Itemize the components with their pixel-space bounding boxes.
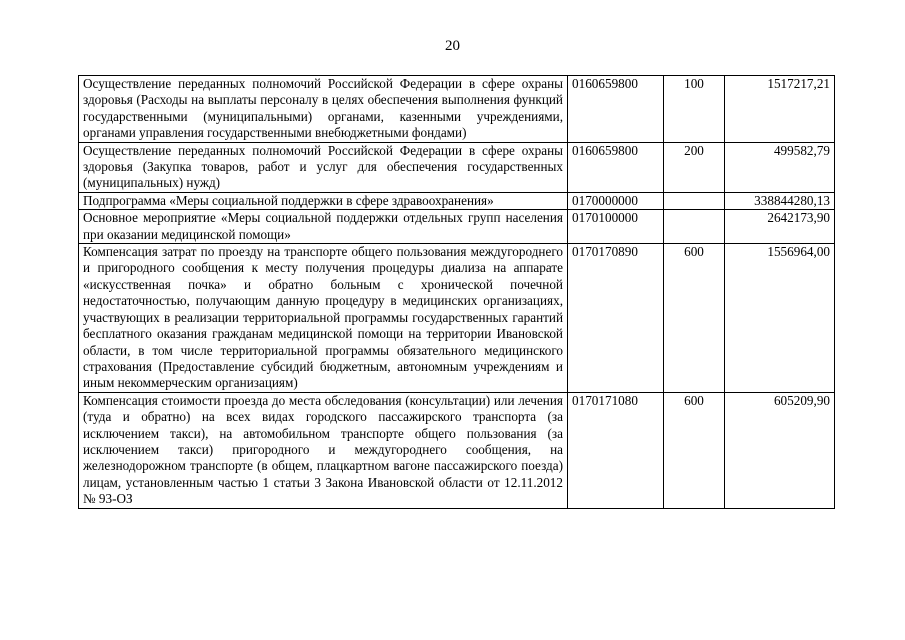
row-expense-type: 600 — [664, 244, 725, 393]
row-amount: 499582,79 — [725, 142, 835, 192]
row-target-code: 0170170890 — [568, 244, 664, 393]
row-amount: 338844280,13 — [725, 192, 835, 209]
row-expense-type — [664, 192, 725, 209]
row-name: Компенсация затрат по проезду на транспорте общего пользования междугороднего и пригородного сообщения к месту получения процедуры диализа на аппарате «искусственная почка» и обратно больным с хронической почечной недостаточностью, получающим данную процедуру в медицинских организациях, участвующих в реализации территориальной программы государственных гарантий бесплатного оказания гражданам медицинской помощи на территории Ивановской области, в том числе территориальной программы обязательного медицинского страхования (Предоставление субсидий бюджетным, автономным учреждениям и иным некоммерческим организациям) — [79, 244, 568, 393]
row-target-code: 0160659800 — [568, 76, 664, 143]
row-target-code: 0170000000 — [568, 192, 664, 209]
row-amount: 1517217,21 — [725, 76, 835, 143]
row-name: Осуществление переданных полномочий Российской Федерации в сфере охраны здоровья (Закупка товаров, работ и услуг для обеспечения государственных (муниципальных) нужд) — [79, 142, 568, 192]
table-row — [79, 76, 835, 143]
table-row — [79, 210, 835, 244]
row-name: Подпрограмма «Меры социальной поддержки в сфере здравоохранения» — [79, 192, 568, 209]
table-row — [79, 392, 835, 508]
table-row — [79, 192, 835, 209]
row-expense-type — [664, 210, 725, 244]
row-amount: 2642173,90 — [725, 210, 835, 244]
row-name: Осуществление переданных полномочий Российской Федерации в сфере охраны здоровья (Расходы на выплаты персоналу в целях обеспечения выполнения функций государственными (муниципальными) органами, казенными учреждениями, органами управления государственными внебюджетными фондами) — [79, 76, 568, 143]
row-amount: 605209,90 — [725, 392, 835, 508]
row-target-code: 0170171080 — [568, 392, 664, 508]
page-number: 20 — [445, 38, 460, 54]
row-amount: 1556964,00 — [725, 244, 835, 393]
row-target-code: 0160659800 — [568, 142, 664, 192]
row-target-code: 0170100000 — [568, 210, 664, 244]
row-name: Основное мероприятие «Меры социальной поддержки отдельных групп населения при оказании медицинской помощи» — [79, 210, 568, 244]
row-name: Компенсация стоимости проезда до места обследования (консультации) или лечения (туда и обратно) на всех видах городского пассажирского транспорта (за исключением такси), на автомобильном транспорте общего пользования (за исключением такси) пригородного и междугороднего сообщения, на железнодорожном транспорте (в общем, плацкартном вагоне пассажирского поезда) лицам, установленным частью 1 статьи 3 Закона Ивановской области от 12.11.2012 № 93-ОЗ — [79, 392, 568, 508]
row-expense-type: 100 — [664, 76, 725, 143]
table-row — [79, 142, 835, 192]
budget-table — [78, 75, 835, 509]
table-row — [79, 244, 835, 393]
row-expense-type: 600 — [664, 392, 725, 508]
row-expense-type: 200 — [664, 142, 725, 192]
